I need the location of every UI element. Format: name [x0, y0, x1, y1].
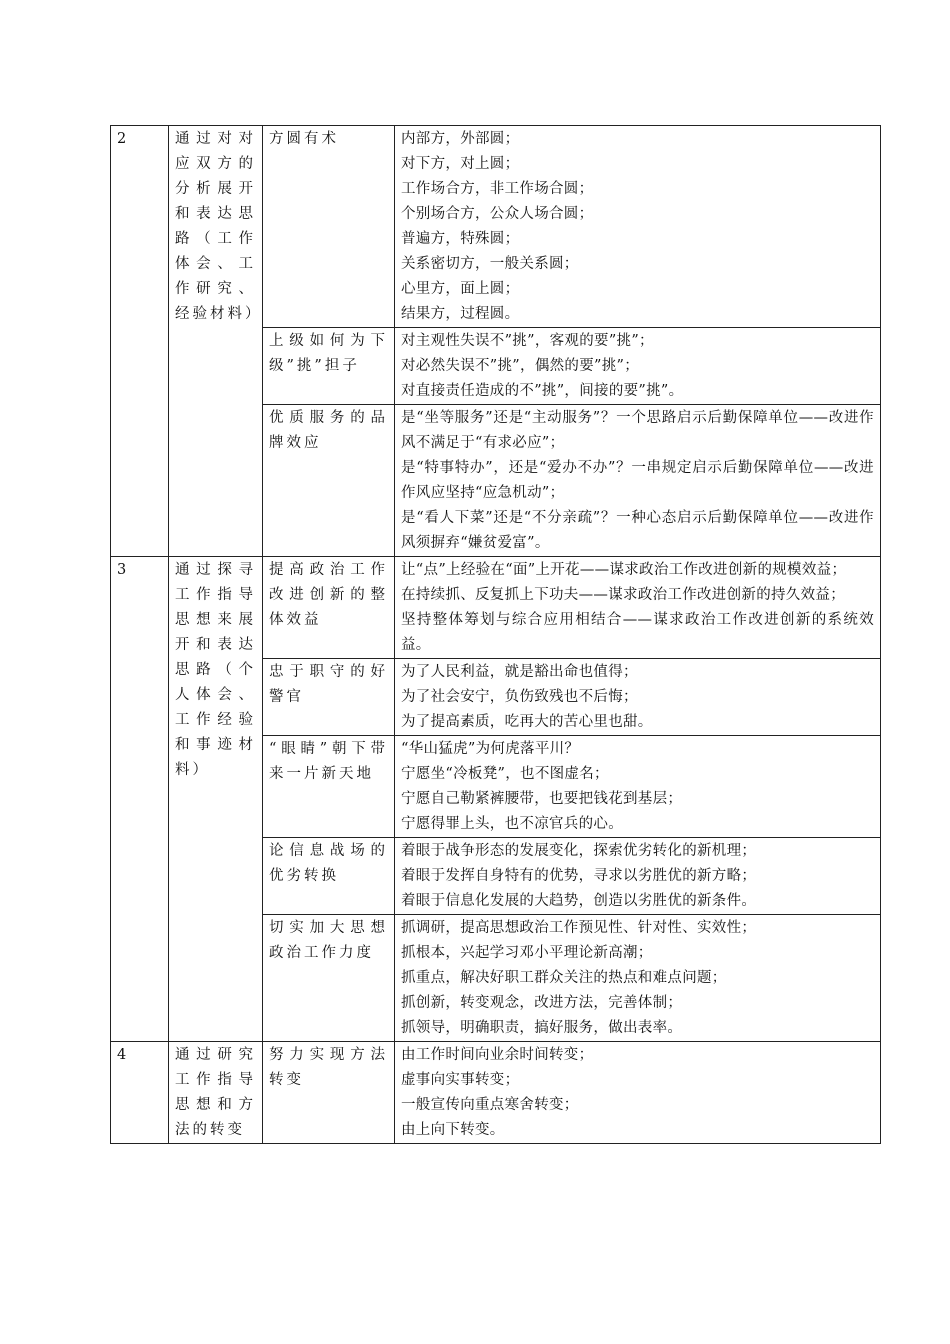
- content-line: 由工作时间向业余时间转变；: [401, 1047, 594, 1063]
- content-line: 着眼于信息化发展的大趋势，创造以劣胜优的新条件。: [401, 893, 757, 909]
- content-line: 抓调研，提高思想政治工作预见性、针对性、实效性；: [401, 920, 757, 936]
- content-line: 抓领导，明确职责，搞好服务，做出表率。: [401, 1020, 683, 1036]
- content-cell: [395, 405, 881, 557]
- table-row: [111, 1042, 881, 1144]
- table-row: [111, 557, 881, 659]
- content-line: 为了提高素质，吃再大的苦心里也甜。: [401, 714, 653, 730]
- content-line: 宁愿坐“冷板凳”，也不图虚名；: [401, 766, 609, 782]
- topic-cell: 上级如何为下级”挑”担子: [263, 328, 395, 405]
- content-line: 抓创新，转变观念，改进方法，完善体制；: [401, 995, 683, 1011]
- category-cell: 通过对对应双方的分析展开和表达思路（工作体会、工作研究、经验材料）: [169, 126, 263, 557]
- row-number: 4: [111, 1042, 169, 1144]
- content-line: 对主观性失误不”挑”，客观的要”挑”；: [401, 333, 654, 349]
- content-line: 内部方，外部圆；: [401, 131, 520, 147]
- content-line: 宁愿得罪上头，也不凉官兵的心。: [401, 816, 623, 832]
- content-line: “华山猛虎”为何虎落平川？: [401, 741, 580, 757]
- content-line: 是“坐等服务”还是“主动服务”？一个思路启示后勤保障单位——改进作风不满足于“有求必应”；: [401, 410, 874, 451]
- content-line: 由上向下转变。: [401, 1122, 505, 1138]
- category-cell: 通过研究工作指导思想和方法的转变: [169, 1042, 263, 1144]
- content-line: 是“特事特办”，还是“爱办不办”？一串规定启示后勤保障单位——改进作风应坚持“应急机动”；: [401, 460, 874, 501]
- content-line: 坚持整体筹划与综合应用相结合——谋求政治工作改进创新的系统效益。: [401, 612, 874, 653]
- content-line: 心里方，面上圆；: [401, 281, 520, 297]
- content-cell: [395, 328, 881, 405]
- content-cell: [395, 915, 881, 1042]
- content-line: 对下方，对上圆；: [401, 156, 520, 172]
- topic-cell: 提高政治工作改进创新的整体效益: [263, 557, 395, 659]
- content-line: 抓重点，解决好职工群众关注的热点和难点问题；: [401, 970, 727, 986]
- topic-cell: 努力实现方法转变: [263, 1042, 395, 1144]
- content-line: 对直接责任造成的不”挑”，间接的要”挑”。: [401, 383, 684, 399]
- content-line: 为了人民利益，就是豁出命也值得；: [401, 664, 638, 680]
- content-line: 虚事向实事转变；: [401, 1072, 520, 1088]
- content-line: 为了社会安宁，负伤致残也不后悔；: [401, 689, 638, 705]
- content-line: 抓根本，兴起学习邓小平理论新高潮；: [401, 945, 653, 961]
- content-line: 着眼于发挥自身特有的优势，寻求以劣胜优的新方略；: [401, 868, 757, 884]
- content-line: 工作场合方，非工作场合圆；: [401, 181, 594, 197]
- content-cell: [395, 1042, 881, 1144]
- content-line: 关系密切方，一般关系圆；: [401, 256, 579, 272]
- content-line: 普遍方，特殊圆；: [401, 231, 520, 247]
- row-number: 3: [111, 557, 169, 1042]
- content-line: 在持续抓、反复抓上下功夫——谋求政治工作改进创新的持久效益；: [401, 587, 845, 603]
- content-cell: [395, 838, 881, 915]
- topic-cell: “眼睛”朝下带来一片新天地: [263, 736, 395, 838]
- content-line: 宁愿自己勒紧裤腰带，也要把钱花到基层；: [401, 791, 683, 807]
- category-cell: 通过探寻工作指导思想来展开和表达思路（个人体会、工作经验和事迹材料）: [169, 557, 263, 1042]
- content-cell: [395, 659, 881, 736]
- row-number: 2: [111, 126, 169, 557]
- content-line: 结果方，过程圆。: [401, 306, 520, 322]
- topic-cell: 论信息战场的优劣转换: [263, 838, 395, 915]
- content-cell: [395, 736, 881, 838]
- content-line: 着眼于战争形态的发展变化，探索优劣转化的新机理；: [401, 843, 757, 859]
- table-row: [111, 126, 881, 328]
- content-line: 让“点”上经验在“面”上开花——谋求政治工作改进创新的规模效益；: [401, 562, 847, 578]
- content-line: 个别场合方，公众人场合圆；: [401, 206, 594, 222]
- content-cell: [395, 126, 881, 328]
- content-line: 一般宣传向重点寒舍转变；: [401, 1097, 579, 1113]
- content-line: 对必然失误不”挑”，偶然的要”挑”；: [401, 358, 640, 374]
- topic-cell: 切实加大思想政治工作力度: [263, 915, 395, 1042]
- topic-cell: 优质服务的品牌效应: [263, 405, 395, 557]
- content-line: 是“看人下菜”还是“不分亲疏”？一种心态启示后勤保障单位——改进作风须摒弃“嫌贫爱富”。: [401, 510, 874, 551]
- content-cell: [395, 557, 881, 659]
- topic-cell: 忠于职守的好警官: [263, 659, 395, 736]
- topic-cell: 方圆有术: [263, 126, 395, 328]
- outline-table: [110, 125, 881, 1144]
